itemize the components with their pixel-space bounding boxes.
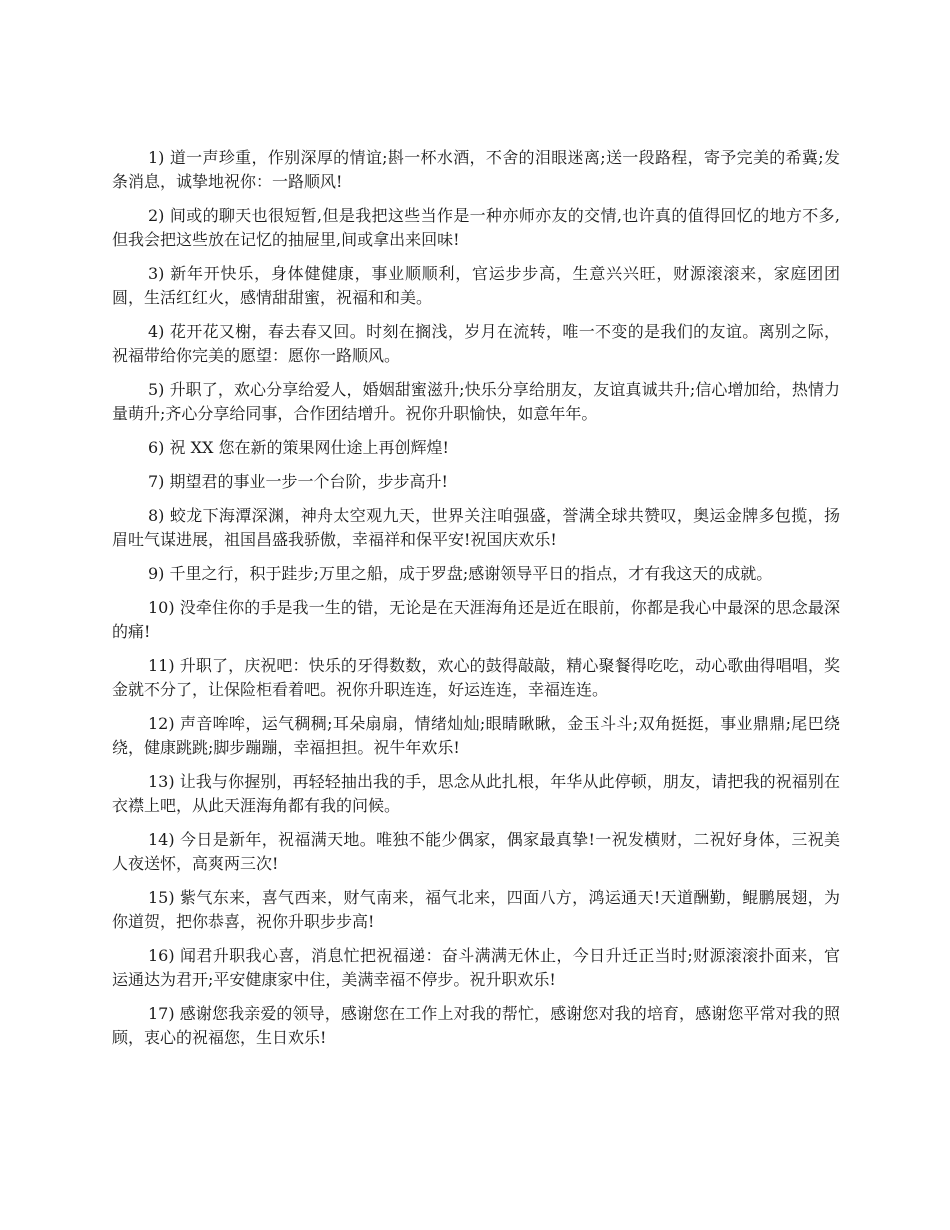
document-page xyxy=(112,146,840,1060)
paragraph-5: 5) 升职了，欢心分享给爱人，婚姻甜蜜滋升;快乐分享给朋友，友谊真诚共升;信心增加给，热情力量萌升;齐心分享给同事，合作团结增升。祝你升职愉快，如意年年。 xyxy=(112,380,840,423)
paragraph-3: 3) 新年开快乐，身体健健康，事业顺顺利，官运步步高，生意兴兴旺，财源滚滚来，家庭团团圆，生活红红火，感情甜甜蜜，祝福和和美。 xyxy=(112,264,840,307)
paragraph-11: 11) 升职了，庆祝吧：快乐的牙得数数，欢心的鼓得敲敲，精心聚餐得吃吃，动心歌曲得唱唱，奖金就不分了，让保险柜看着吧。祝你升职连连，好运连连，幸福连连。 xyxy=(112,656,840,699)
paragraph-4: 4) 花开花又榭，春去春又回。时刻在搁浅，岁月在流转，唯一不变的是我们的友谊。离别之际，祝福带给你完美的愿望：愿你一路顺风。 xyxy=(112,322,840,365)
paragraph-9: 9) 千里之行，积于跬步;万里之船，成于罗盘;感谢领导平日的指点，才有我这天的成就。 xyxy=(148,564,773,583)
paragraph-1: 1) 道一声珍重，作别深厚的情谊;斟一杯水酒，不舍的泪眼迷离;送一段路程，寄予完美的希冀;发条消息，诚挚地祝你：一路顺风! xyxy=(112,148,840,191)
paragraph-6: 6) 祝 XX 您在新的策果网仕途上再创辉煌! xyxy=(148,438,449,457)
paragraph-13: 13) 让我与你握别，再轻轻抽出我的手，思念从此扎根，年华从此停顿，朋友，请把我的祝福别在衣襟上吧，从此天涯海角都有我的问候。 xyxy=(112,772,840,815)
paragraph-12: 12) 声音哞哞，运气稠稠;耳朵扇扇，情绪灿灿;眼睛瞅瞅，金玉斗斗;双角挺挺，事业鼎鼎;尾巴绕绕，健康跳跳;脚步蹦蹦，幸福担担。祝牛年欢乐! xyxy=(112,714,840,757)
paragraph-10: 10) 没牵住你的手是我一生的错，无论是在天涯海角还是近在眼前，你都是我心中最深的思念最深的痛! xyxy=(112,598,840,641)
paragraph-16: 16) 闻君升职我心喜，消息忙把祝福递：奋斗满满无休止，今日升迁正当时;财源滚滚扑面来，官运通达为君开;平安健康家中住，美满幸福不停步。祝升职欢乐! xyxy=(112,946,840,989)
paragraph-14: 14) 今日是新年，祝福满天地。唯独不能少偶家，偶家最真挚!一祝发横财，二祝好身体，三祝美人夜送怀，高爽两三次! xyxy=(112,830,840,873)
paragraph-8: 8) 蛟龙下海潭深渊，神舟太空观九天，世界关注咱强盛，誉满全球共赞叹，奥运金牌多包揽，扬眉吐气谋进展，祖国昌盛我骄傲，幸福祥和保平安!祝国庆欢乐! xyxy=(112,506,840,549)
paragraph-15: 15) 紫气东来，喜气西来，财气南来，福气北来，四面八方，鸿运通天!天道酬勤，鲲鹏展翅，为你道贺，把你恭喜，祝你升职步步高! xyxy=(112,888,840,931)
paragraph-2: 2) 间或的聊天也很短暂,但是我把这些当作是一种亦师亦友的交情,也许真的值得回忆的地方不多,但我会把这些放在记忆的抽屉里,间或拿出来回味! xyxy=(112,206,840,249)
paragraph-7: 7) 期望君的事业一步一个台阶，步步高升! xyxy=(148,472,448,491)
paragraph-17: 17) 感谢您我亲爱的领导，感谢您在工作上对我的帮忙，感谢您对我的培育，感谢您平常对我的照顾，衷心的祝福您，生日欢乐! xyxy=(112,1004,840,1047)
